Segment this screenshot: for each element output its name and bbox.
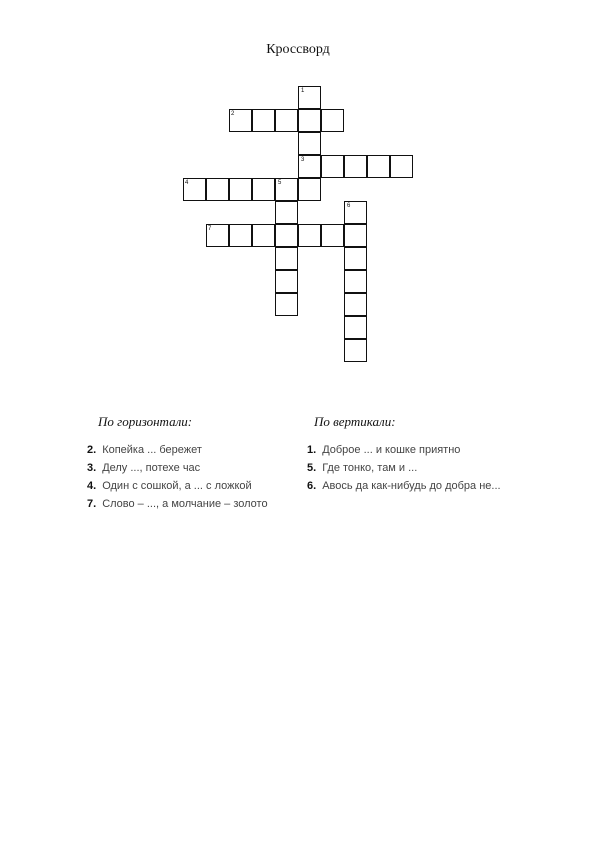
across-clue-3: [87, 462, 200, 475]
clue-text: Где тонко, там и ...: [322, 462, 418, 474]
grid-cell[interactable]: [252, 109, 275, 132]
clue-number-4: 4: [185, 180, 189, 186]
grid-cell[interactable]: [298, 109, 321, 132]
clue-number: 1.: [307, 444, 317, 456]
clue-number: 7.: [87, 498, 97, 510]
clue-number-1: 1: [301, 88, 305, 94]
grid-cell[interactable]: [298, 224, 321, 247]
grid-cell[interactable]: [344, 293, 367, 316]
across-clue-2: [87, 444, 202, 457]
grid-cell[interactable]: [252, 178, 275, 201]
clue-text: Авось да как-нибудь до добра не...: [322, 480, 501, 492]
grid-cell[interactable]: [367, 155, 390, 178]
clue-text: Копейка ... бережет: [102, 444, 202, 456]
across-heading: По горизонтали:: [98, 414, 193, 429]
down-heading: По вертикали:: [314, 414, 396, 429]
down-clue-5: [307, 462, 417, 475]
grid-cell[interactable]: [321, 224, 344, 247]
down-clue-6: [307, 480, 501, 493]
clue-number-2: 2: [231, 111, 235, 117]
grid-cell[interactable]: [344, 316, 367, 339]
clue-number: 6.: [307, 480, 317, 492]
clue-text: Слово – ..., а молчание – золото: [102, 498, 268, 510]
down-clue-1: [307, 444, 460, 457]
page-title: Кроссворд: [266, 42, 330, 57]
clue-text: Доброе ... и кошке приятно: [322, 444, 461, 456]
grid-cell[interactable]: [229, 178, 252, 201]
grid-cell[interactable]: [275, 270, 298, 293]
grid-cell[interactable]: [321, 109, 344, 132]
across-clue-7: [87, 498, 268, 511]
grid-cell[interactable]: [275, 109, 298, 132]
clue-number-3: 3: [301, 157, 305, 163]
grid-cell[interactable]: [344, 247, 367, 270]
clue-text: Делу ..., потехе час: [102, 462, 201, 474]
grid-cell[interactable]: [344, 270, 367, 293]
grid-cell[interactable]: [390, 155, 413, 178]
grid-cell[interactable]: [298, 132, 321, 155]
grid-cell[interactable]: [344, 339, 367, 362]
clue-number-5: 5: [278, 180, 282, 186]
grid-cell[interactable]: [275, 247, 298, 270]
clue-number-6: 6: [347, 203, 351, 209]
clue-number-7: 7: [208, 226, 212, 232]
grid-cell[interactable]: [252, 224, 275, 247]
grid-cell[interactable]: [275, 224, 298, 247]
grid-cell[interactable]: [344, 155, 367, 178]
clue-number: 2.: [87, 444, 97, 456]
clue-number: 4.: [87, 480, 97, 492]
grid-cell[interactable]: [275, 201, 298, 224]
grid-cell[interactable]: [206, 178, 229, 201]
clue-number: 3.: [87, 462, 97, 474]
grid-cell[interactable]: [229, 224, 252, 247]
grid-cell[interactable]: [344, 224, 367, 247]
grid-cell[interactable]: [321, 155, 344, 178]
clue-text: Один с сошкой, а ... с ложкой: [102, 480, 252, 492]
grid-cell[interactable]: [275, 293, 298, 316]
clue-number: 5.: [307, 462, 317, 474]
across-clue-4: [87, 480, 252, 493]
grid-cell[interactable]: [298, 178, 321, 201]
